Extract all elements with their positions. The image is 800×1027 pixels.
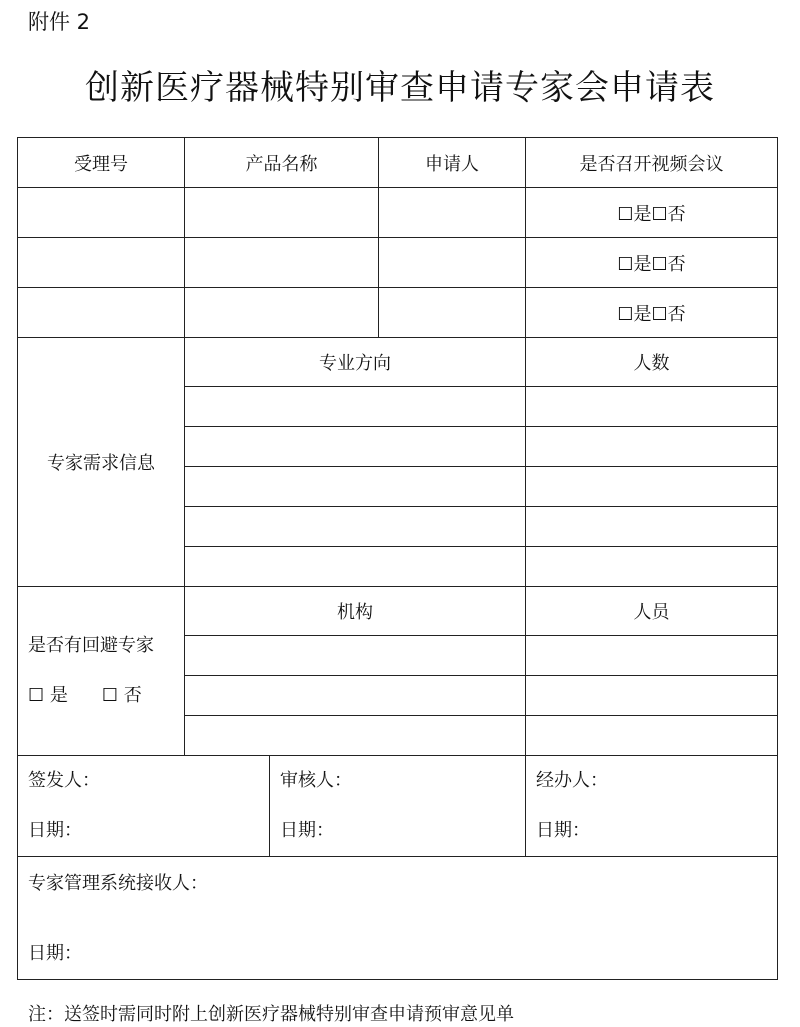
person-cell[interactable]	[526, 716, 778, 756]
organization-cell[interactable]	[185, 676, 526, 716]
video-meeting-checkbox[interactable]: ☐是☐否	[526, 188, 778, 238]
handler-date-label: 日期：	[536, 820, 590, 841]
product-name-cell[interactable]	[185, 188, 379, 238]
col-header-video-meeting: 是否召开视频会议	[526, 138, 778, 188]
col-header-applicant: 申请人	[379, 138, 526, 188]
video-meeting-checkbox[interactable]: ☐是☐否	[526, 238, 778, 288]
col-header-direction: 专业方向	[185, 338, 526, 387]
table-row	[18, 238, 778, 288]
table-row	[18, 288, 778, 338]
col-header-product-name: 产品名称	[185, 138, 379, 188]
person-cell[interactable]	[526, 636, 778, 676]
direction-cell[interactable]	[185, 507, 526, 547]
signer-cell[interactable]	[18, 756, 270, 857]
signer-date-label: 日期：	[28, 820, 82, 841]
direction-cell[interactable]	[185, 467, 526, 507]
avoid-expert-label: 是否有回避专家	[28, 635, 154, 656]
avoid-yes-checkbox[interactable]: ☐ 是	[28, 685, 68, 706]
avoid-expert-cell	[18, 587, 185, 756]
count-cell[interactable]	[526, 547, 778, 587]
avoid-options	[28, 671, 184, 721]
receiver-date-label: 日期：	[28, 943, 82, 964]
col-header-count: 人数	[526, 338, 778, 387]
product-name-cell[interactable]	[185, 288, 379, 338]
col-header-person: 人员	[526, 587, 778, 636]
count-cell[interactable]	[526, 387, 778, 427]
avoid-no-checkbox[interactable]: ☐ 否	[101, 685, 142, 706]
video-meeting-checkbox[interactable]: ☐是☐否	[526, 288, 778, 338]
reviewer-label: 审核人：	[280, 770, 352, 791]
product-name-cell[interactable]	[185, 238, 379, 288]
form-title: 创新医疗器械特别审查申请专家会申请表	[85, 68, 715, 108]
application-form-table	[17, 137, 778, 980]
acceptance-no-cell[interactable]	[18, 188, 185, 238]
receiver-row	[18, 857, 778, 980]
handler-label: 经办人：	[536, 770, 608, 791]
acceptance-no-cell[interactable]	[18, 238, 185, 288]
table-row	[18, 188, 778, 238]
applicant-cell[interactable]	[379, 188, 526, 238]
receiver-label: 专家管理系统接收人：	[28, 873, 208, 894]
organization-cell[interactable]	[185, 636, 526, 676]
count-cell[interactable]	[526, 467, 778, 507]
direction-cell[interactable]	[185, 387, 526, 427]
header-row	[18, 138, 778, 188]
count-cell[interactable]	[526, 507, 778, 547]
col-header-organization: 机构	[185, 587, 526, 636]
person-cell[interactable]	[526, 676, 778, 716]
organization-cell[interactable]	[185, 716, 526, 756]
direction-cell[interactable]	[185, 427, 526, 467]
attachment-label: 附件 2	[28, 10, 91, 34]
count-cell[interactable]	[526, 427, 778, 467]
footnote: 注：送签时需同时附上创新医疗器械特别审查申请预审意见单	[28, 1004, 514, 1025]
handler-cell[interactable]	[526, 756, 778, 857]
expert-info-label: 专家需求信息	[18, 338, 185, 587]
applicant-cell[interactable]	[379, 288, 526, 338]
reviewer-date-label: 日期：	[280, 820, 334, 841]
receiver-cell[interactable]	[18, 857, 778, 980]
reviewer-cell[interactable]	[270, 756, 526, 857]
avoid-header-row	[18, 587, 778, 636]
col-header-acceptance-no: 受理号	[18, 138, 185, 188]
acceptance-no-cell[interactable]	[18, 288, 185, 338]
expert-header-row	[18, 338, 778, 387]
signature-row	[18, 756, 778, 857]
direction-cell[interactable]	[185, 547, 526, 587]
signer-label: 签发人：	[28, 770, 100, 791]
applicant-cell[interactable]	[379, 238, 526, 288]
